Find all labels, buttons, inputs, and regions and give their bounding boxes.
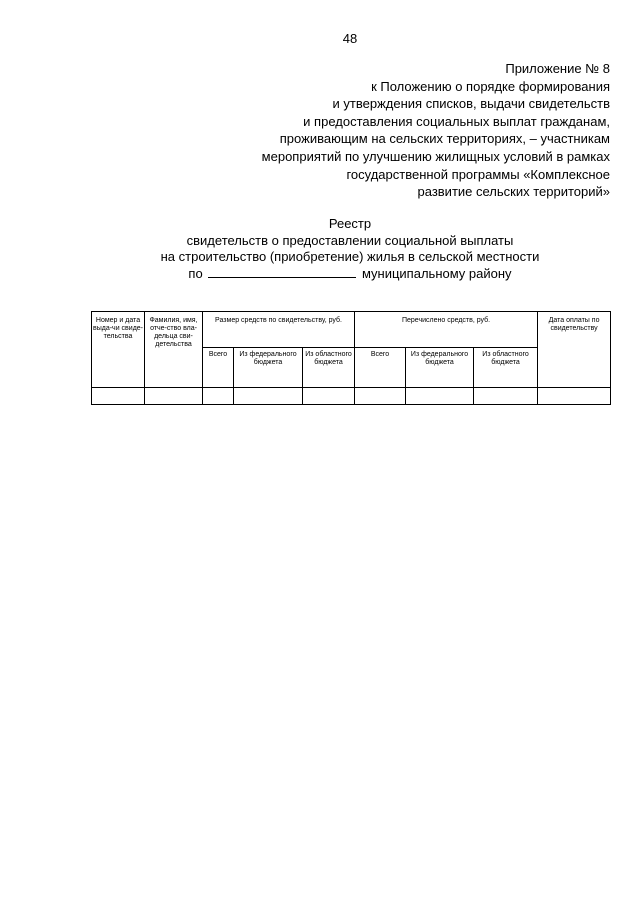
title-line: на строительство (приобретение) жилья в сельской местности <box>160 249 540 264</box>
header-payment-date: Дата оплаты по свидетельству <box>538 312 611 388</box>
title-line: свидетельств о предоставлении социальной выплаты <box>186 232 514 248</box>
subheader-amount-regional: Из областного бюджета <box>303 348 355 388</box>
registry-table <box>91 311 611 405</box>
header-holder-name: Фамилия, имя, отче-ство вла-дельца сви-детельства <box>145 312 203 388</box>
appendix-line: к Положению о порядке формирования <box>371 78 610 94</box>
table-row <box>92 388 611 405</box>
table-cell <box>303 388 355 405</box>
header-transferred-group: Перечислено средств, руб. <box>355 312 538 348</box>
title-line: Реестр <box>328 216 372 231</box>
appendix-line: и утверждения списков, выдачи свидетельств <box>332 96 610 112</box>
title-line-district <box>0 266 640 283</box>
subheader-transferred-total: Всего <box>355 348 406 388</box>
appendix-line: и предоставления социальных выплат гражданам, <box>303 113 610 129</box>
page-number: 48 <box>342 31 358 46</box>
document-title <box>0 216 640 282</box>
table-cell <box>203 388 234 405</box>
title-suffix: муниципальному району <box>361 265 512 281</box>
table-cell <box>474 388 538 405</box>
appendix-line: государственной программы «Комплексное <box>346 166 610 182</box>
blank-fill-line <box>208 266 356 278</box>
table-cell <box>355 388 406 405</box>
table-cell <box>538 388 611 405</box>
appendix-line: мероприятий по улучшению жилищных условий в рамках <box>261 148 610 164</box>
header-amount-group: Размер средств по свидетельству, руб. <box>203 312 355 348</box>
table-cell <box>92 388 145 405</box>
header-number-date: Номер и дата выда-чи свиде-тельства <box>92 312 145 388</box>
subheader-transferred-regional: Из областного бюджета <box>474 348 538 388</box>
table-cell <box>406 388 474 405</box>
appendix-line: Приложение № 8 <box>505 61 610 76</box>
table-header-row <box>92 312 611 348</box>
table-cell <box>234 388 303 405</box>
subheader-transferred-federal: Из федерального бюджета <box>406 348 474 388</box>
table-cell <box>145 388 203 405</box>
subheader-amount-total: Всего <box>203 348 234 388</box>
appendix-header <box>150 60 610 201</box>
appendix-line: проживающим на сельских территориях, – участникам <box>279 131 610 147</box>
appendix-line: развитие сельских территорий» <box>417 184 610 200</box>
title-prefix: по <box>188 265 203 281</box>
subheader-amount-federal: Из федерального бюджета <box>234 348 303 388</box>
